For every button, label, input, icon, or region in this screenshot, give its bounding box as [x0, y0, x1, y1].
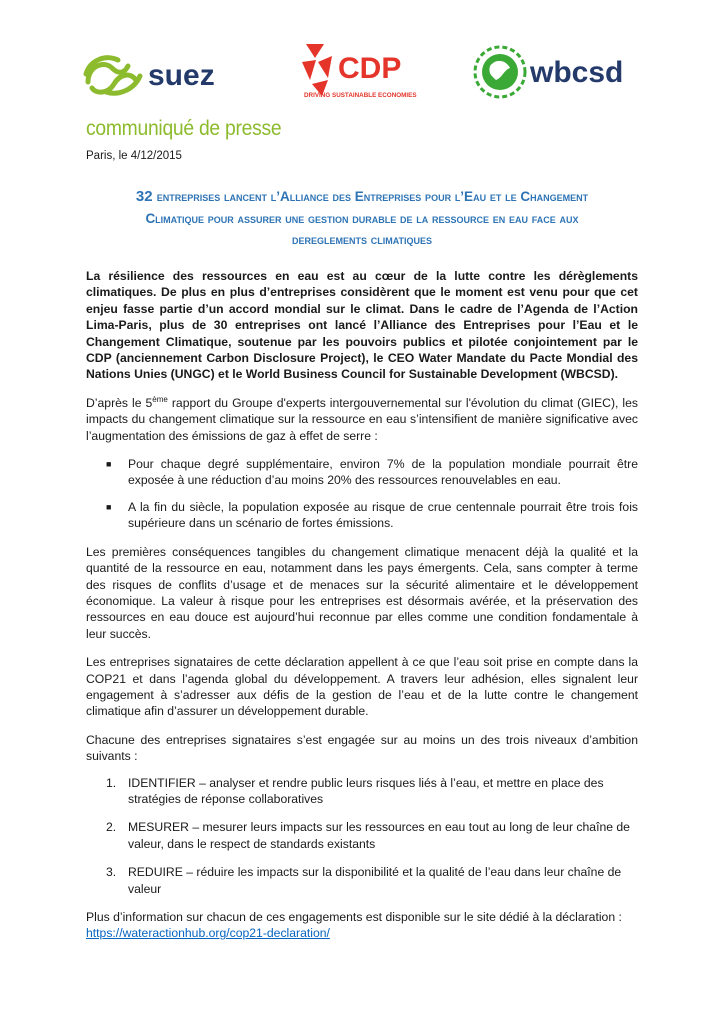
- bullet-text: A la fin du siècle, la population exposée au risque de crue centennale pourrait être trois fois supérieure dans un scénario de fortes émissions.: [128, 499, 638, 531]
- ambition-number: 2.: [106, 820, 117, 835]
- wbcsd-logo: [472, 44, 644, 100]
- ambition-item: [86, 775, 638, 808]
- ambition-text: REDUIRE – réduire les impacts sur la disponibilité et la qualité de l’eau dans leur chaîne de valeur: [128, 865, 622, 896]
- bullet-item: [86, 456, 638, 489]
- bullet-item: [86, 499, 638, 532]
- svg-text:CDP: CDP: [338, 52, 402, 85]
- more-info-text: Plus d’information sur chacun de ces engagements est disponible sur le site dédié à la déclaration :: [86, 910, 622, 924]
- declaration-link[interactable]: https://wateractionhub.org/cop21-declaration/: [86, 926, 330, 941]
- svg-text:wbcsd: wbcsd: [530, 56, 624, 89]
- headline-line-1: 32 entreprises lancent l’Alliance des Entreprises pour l’Eau et le Changement: [135, 188, 589, 205]
- article-body: [86, 268, 638, 942]
- svg-text:DRIVING SUSTAINABLE ECONOMIES: DRIVING SUSTAINABLE ECONOMIES: [304, 92, 417, 99]
- ambition-text: MESURER – mesurer leurs impacts sur les ressources en eau tout au long de leur chaîne de valeur, dans le respect de standards existants: [128, 820, 630, 851]
- bullet-square-icon: ■: [106, 459, 112, 470]
- bullet-text: Pour chaque degré supplémentaire, environ 7% de la population mondiale pourrait être exposée à une réduction d’au moins 20% des ressources renouvelables en eau.: [128, 457, 638, 488]
- paragraph-consequences: Les premières conséquences tangibles du changement climatique menacent déjà la qualité et la quantité de la ressource en eau, notamment dans les pays émergents. Cela, sans compter à terme des risques de conflits d’usage et de menaces sur la sécurité alimentaire et le développement économique. La valeur à risque pour les entreprises est désormais avérée, et la préservation des ressources en eau douce est aujourd’hui reconnue par elles comme une condition fondamentale à leur succès.: [86, 544, 638, 641]
- para1-sup: ème: [152, 394, 168, 404]
- headline-line-1-text: entreprises lancent l’Alliance des Entreprises pour l’Eau et le Changement: [156, 189, 589, 204]
- lead-paragraph: La résilience des ressources en eau est au cœur de la lutte contre les dérèglements climatiques. De plus en plus d’entreprises considèrent que le moment est venu pour que cet enjeu fasse partie d’un accord mondial sur le climat. Dans le cadre de l’Agenda de l’Action Lima-Paris, plus de 30 entreprises ont lancé l’Alliance des Entreprises pour l’Eau et le Changement Climatique, soutenue par les pouvoirs publics et pilotée conjointement par le CDP (anciennement Carbon Disclosure Project), le CEO Water Mandate du Pacte Mondial des Nations Unies (UNGC) et le World Business Council for Sustainable Development (WBCSD).: [86, 269, 638, 382]
- suez-logo: [82, 52, 252, 96]
- paragraph-ambitions: Chacune des entreprises signataires s’est engagée sur au moins un des trois niveaux d’ambition suivants :: [86, 732, 638, 764]
- date-line: Paris, le 4/12/2015: [86, 150, 182, 162]
- ambition-list: [86, 775, 638, 897]
- ambition-number: 3.: [106, 865, 117, 880]
- ambition-item: [86, 819, 638, 852]
- logo-bar: [0, 40, 724, 110]
- para1-before: D’après le 5: [86, 395, 153, 410]
- paragraph-giec: [86, 395, 638, 444]
- para1-after: rapport du Groupe d'experts intergouvernemental sur l'évolution du climat (GIEC), les impacts du changement climatique sur la ressource en eau s’intensifient de manière significative avec l’augmentation des émissions de gaz à effet de serre :: [86, 395, 638, 443]
- bullet-square-icon: ■: [106, 501, 112, 512]
- ambition-text: IDENTIFIER – analyser et rendre public leurs risques liés à l’eau, et mettre en place des stratégies de réponse collaboratives: [128, 775, 604, 806]
- headline-line-3: dereglements climatiques: [291, 232, 433, 247]
- headline: [86, 186, 638, 250]
- document-type-title: communiqué de presse: [86, 117, 282, 140]
- paragraph-signataires: Les entreprises signataires de cette déclaration appellent à ce que l’eau soit prise en compte dans la COP21 et dans l’agenda global du développement. A travers leur adhésion, elles signalent leur engagement à s’adresser aux défis de la gestion de l’eau et de la lutte contre le changement climatique afin d’assurer un développement durable.: [86, 655, 638, 719]
- cdp-logo: [298, 40, 438, 102]
- paragraph-more-info: [86, 909, 638, 942]
- headline-line-2: Climatique pour assurer une gestion durable de la ressource en eau face aux: [145, 211, 579, 226]
- bullet-list: [86, 456, 638, 532]
- ambition-number: 1.: [106, 775, 117, 790]
- ambition-item: [86, 864, 638, 897]
- svg-text:suez: suez: [148, 59, 215, 92]
